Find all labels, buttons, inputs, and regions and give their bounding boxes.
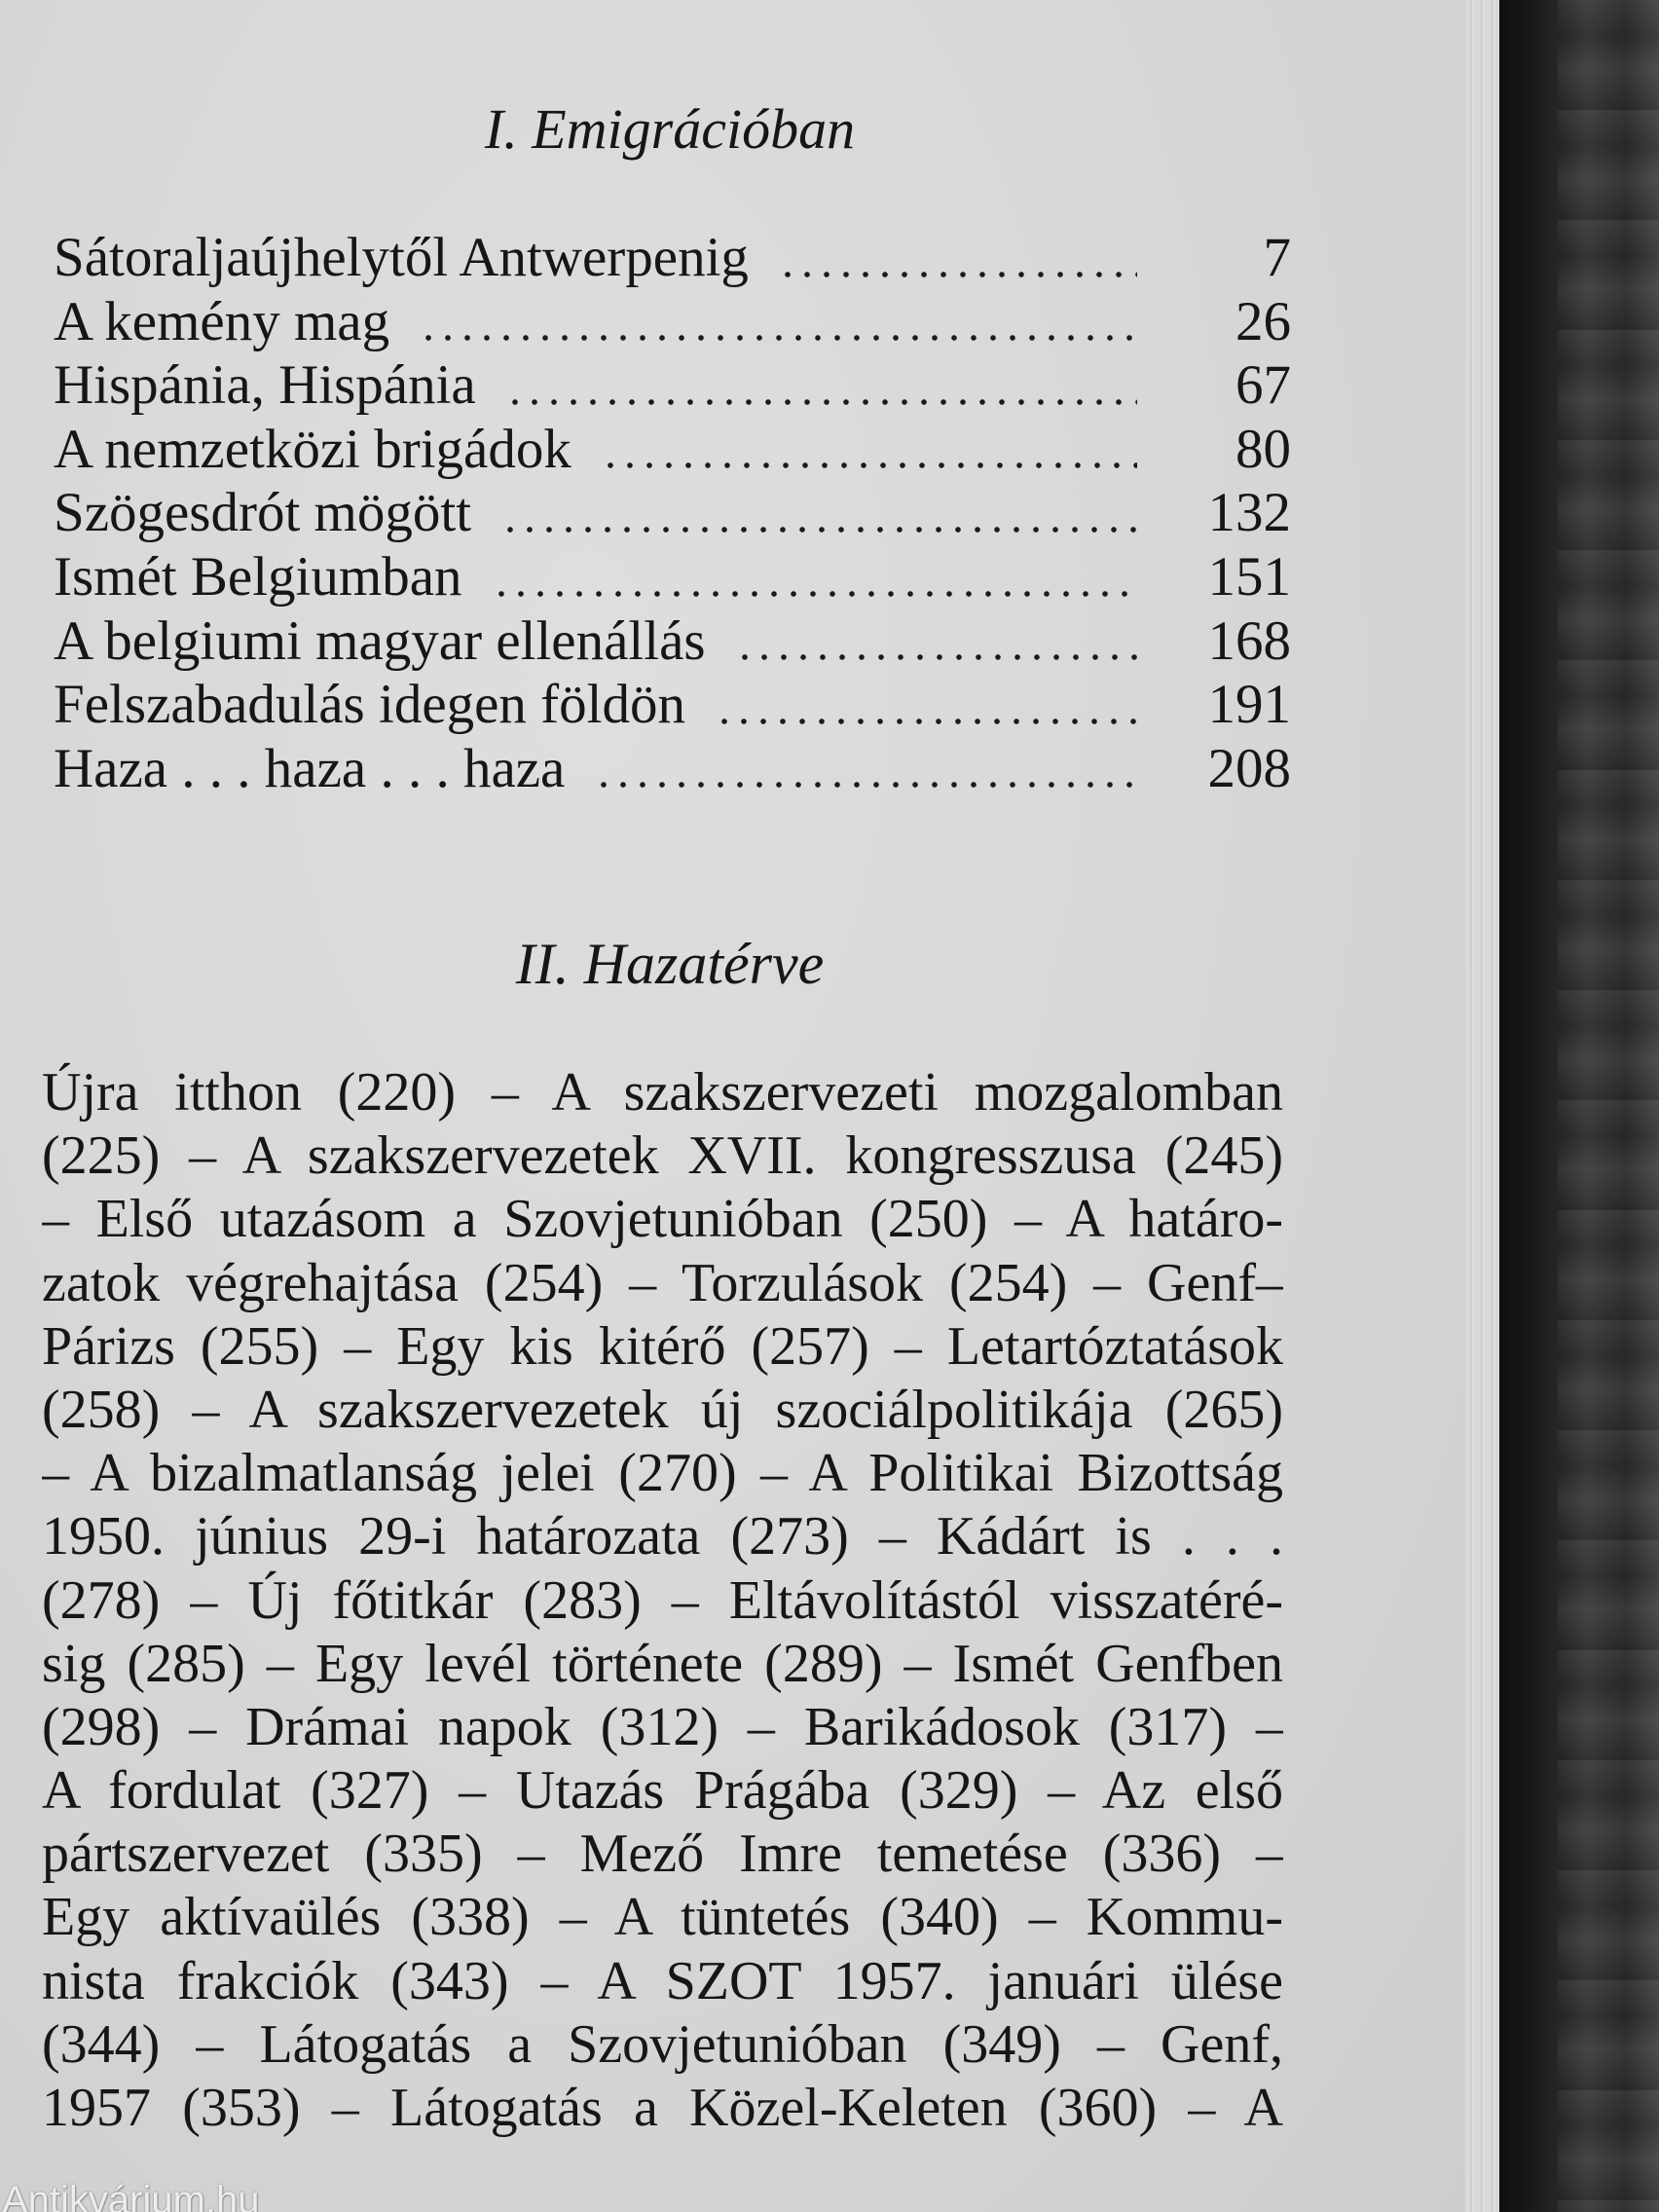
- toc-entry: [54, 609, 1291, 674]
- toc-entry: [54, 673, 1291, 737]
- toc-entry-title: A belgiumi magyar ellenállás: [54, 609, 706, 672]
- paragraph-line: nista frakciók (343) – A SZOT 1957. januári ülése: [42, 1950, 1283, 2011]
- dot-leader: [715, 718, 1137, 725]
- section-2-title: II. Hazatérve: [515, 932, 825, 996]
- paragraph-line: (344) – Látogatás a Szovjetunióban (349) – Genf,: [42, 2013, 1283, 2075]
- toc-entry-title: A nemzetközi brigádok: [54, 418, 571, 480]
- toc-entry-page: 191: [1207, 674, 1291, 736]
- toc-entry-page: 168: [1207, 609, 1291, 672]
- dot-leader: [601, 461, 1137, 469]
- toc-entry-page: 67: [1235, 354, 1291, 417]
- paragraph-line: Párizs (255) – Egy kis kitérő (257) – Letartóztatások: [42, 1315, 1283, 1377]
- paragraph-line: sig (285) – Egy levél története (289) – Ismét Genfben: [42, 1633, 1283, 1694]
- paragraph-line: (258) – A szakszervezetek új szociálpolitikája (265): [42, 1379, 1283, 1440]
- binding-texture: [1558, 0, 1659, 2212]
- paragraph-line: (225) – A szakszervezetek XVII. kongresszusa (245): [42, 1125, 1283, 1187]
- dot-leader: [492, 590, 1137, 598]
- dot-leader: [594, 781, 1137, 789]
- paragraph-line: (278) – Új főtitkár (283) – Eltávolítástól visszatéré-: [42, 1569, 1283, 1631]
- toc-entry: [54, 290, 1291, 354]
- paragraph-line: A fordulat (327) – Utazás Prágába (329) – Az első: [42, 1760, 1283, 1822]
- toc-entry-page: 26: [1235, 290, 1291, 352]
- dot-leader: [419, 334, 1137, 342]
- toc-entry-page: 151: [1207, 545, 1291, 608]
- toc-entry-page: 7: [1263, 227, 1291, 288]
- dot-leader: [778, 271, 1137, 278]
- toc-entry-page: 80: [1235, 418, 1291, 480]
- toc-entry: [54, 481, 1291, 545]
- paragraph-line: – A bizalmatlanság jelei (270) – A Politikai Bizottság: [42, 1443, 1283, 1504]
- section-2-paragraph: [42, 1061, 1283, 2140]
- dot-leader: [500, 526, 1137, 534]
- table-of-contents: [54, 226, 1291, 800]
- toc-entry-title: Sátoraljaújhelytől Antwerpenig: [54, 227, 749, 288]
- section-1-title: I. Emigrációban: [484, 97, 856, 161]
- page-edges: [1465, 0, 1500, 2212]
- dot-leader: [735, 653, 1137, 661]
- paragraph-line: (298) – Drámai napok (312) – Barikádosok (317) –: [42, 1696, 1283, 1757]
- paragraph-line: pártszervezet (335) – Mező Imre temetése (336) –: [42, 1824, 1283, 1885]
- toc-entry-title: Felszabadulás idegen földön: [54, 674, 685, 736]
- paragraph-line: Újra itthon (220) – A szakszervezeti mozgalomban: [42, 1062, 1283, 1123]
- paragraph-line: Egy aktívaülés (338) – A tüntetés (340) – Kommu-: [42, 1887, 1283, 1948]
- paragraph-line: – Első utazásom a Szovjetunióban (250) – A határo-: [42, 1189, 1283, 1250]
- watermark-area: [0, 2177, 409, 2212]
- toc-entry-title: Szögesdrót mögött: [54, 482, 472, 544]
- toc-entry-page: 208: [1207, 737, 1291, 799]
- toc-entry-page: 132: [1207, 482, 1291, 544]
- toc-entry: [54, 737, 1291, 801]
- paragraph-line: 1950. június 29-i határozata (273) – Kádárt is . . .: [42, 1506, 1283, 1567]
- toc-entry-title: Ismét Belgiumban: [54, 545, 462, 608]
- paragraph-line: 1957 (353) – Látogatás a Közel-Keleten (360) – A: [42, 2078, 1283, 2138]
- toc-entry: [54, 418, 1291, 482]
- watermark: Antikvárium.hu: [2, 2179, 260, 2212]
- toc-entry: [54, 353, 1291, 418]
- paragraph-line: zatok végrehajtása (254) – Torzulások (254) – Genf–: [42, 1252, 1283, 1313]
- toc-entry-title: Hispánia, Hispánia: [54, 354, 476, 417]
- toc-entry-title: A kemény mag: [54, 290, 390, 352]
- toc-entry: [54, 545, 1291, 609]
- toc-entry: [54, 226, 1291, 290]
- toc-entry-title: Haza . . . haza . . . haza: [54, 737, 566, 799]
- dot-leader: [505, 398, 1137, 406]
